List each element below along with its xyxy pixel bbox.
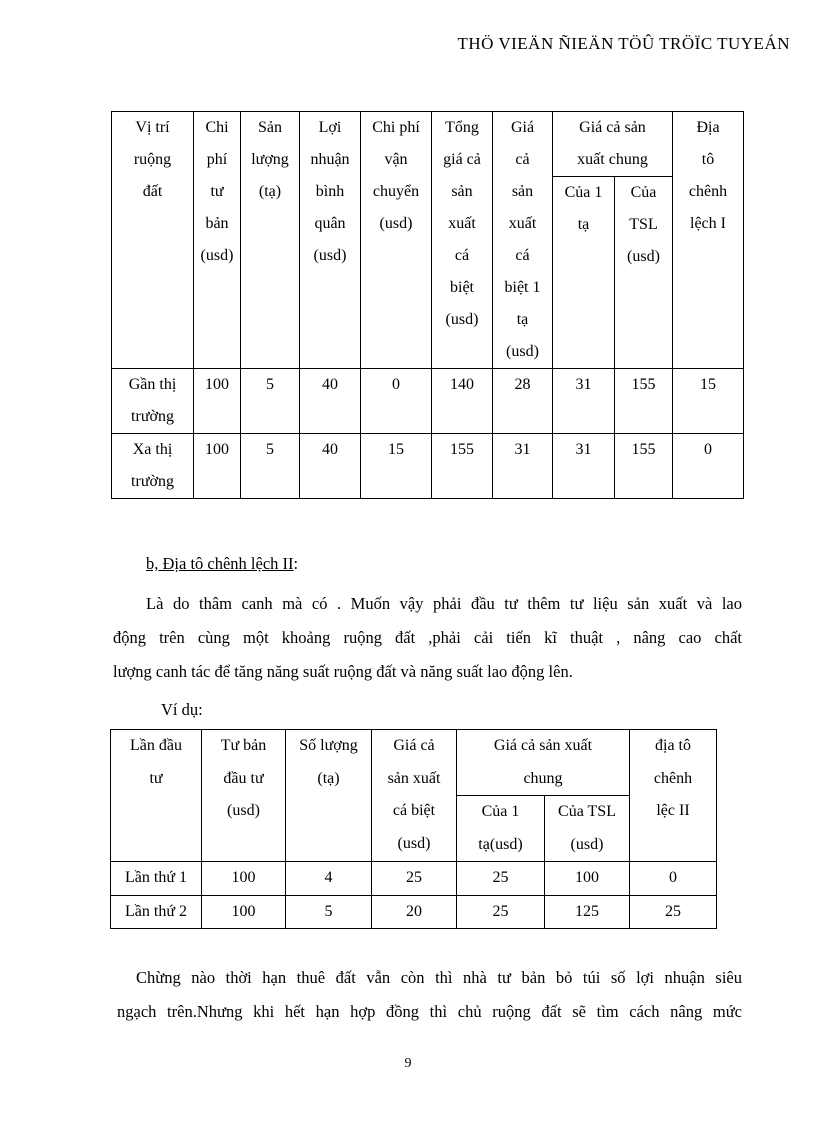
table-row <box>111 895 717 929</box>
table-cell: 5 <box>241 369 300 434</box>
table-cell: 100 <box>202 862 286 896</box>
table-row <box>112 369 744 434</box>
table-cell: 40 <box>300 434 361 499</box>
table-cell: 125 <box>545 895 630 929</box>
table-cell: 5 <box>241 434 300 499</box>
table-cell: 25 <box>372 862 457 896</box>
paragraph-line: ngạch trên.Nhưng khi hết hạn hợp đồng thì chủ ruộng đất sẽ tìm cách nâng mức <box>117 1002 742 1021</box>
table-cell: 155 <box>615 434 673 499</box>
page-number: 9 <box>404 1056 412 1071</box>
header-cell: Giá cả sản xuất cá biệt (usd) <box>372 730 457 862</box>
table-cell: 100 <box>194 434 241 499</box>
header-cell: Chi phí tư bản (usd) <box>194 112 241 369</box>
table-cell: 0 <box>673 434 744 499</box>
table-cell: 25 <box>457 862 545 896</box>
table-cell: 155 <box>432 434 493 499</box>
table-cell: 31 <box>553 369 615 434</box>
header-cell: Giá cả sản xuất cá biệt 1 tạ (usd) <box>493 112 553 369</box>
header-cell: Lợi nhuận bình quân (usd) <box>300 112 361 369</box>
table-cell: 4 <box>286 862 372 896</box>
table-cell: 31 <box>553 434 615 499</box>
table-cell: 15 <box>673 369 744 434</box>
land-position-table <box>111 111 744 499</box>
header-cell: Sản lượng (tạ) <box>241 112 300 369</box>
header-cell: Của TSL (usd) <box>545 796 630 862</box>
table-cell: 0 <box>361 369 432 434</box>
table-row <box>111 862 717 896</box>
table-cell: 100 <box>202 895 286 929</box>
table-cell: Gần thị trường <box>112 369 194 434</box>
investment-table <box>110 729 717 929</box>
header-cell: Tư bản đầu tư (usd) <box>202 730 286 862</box>
paragraph-line: động trên cùng một khoảng ruộng đất ,phải cải tiến kĩ thuật , nâng cao chất <box>113 628 742 647</box>
table-cell: 5 <box>286 895 372 929</box>
table-cell: 28 <box>493 369 553 434</box>
table-cell: Lần thứ 2 <box>111 895 202 929</box>
header-cell: Vị trí ruộng đất <box>112 112 194 369</box>
table-cell: 20 <box>372 895 457 929</box>
table-cell: 40 <box>300 369 361 434</box>
table-cell: 155 <box>615 369 673 434</box>
table-cell: 25 <box>457 895 545 929</box>
table-cell: 100 <box>194 369 241 434</box>
page-header: THÖ VIEÄN ÑIEÄN TÖÛ TRÖÏC TUYEÁN <box>457 34 790 53</box>
section-b-heading <box>146 547 298 581</box>
header-cell: địa tô chênh lệc II <box>630 730 717 862</box>
table-cell: 25 <box>630 895 717 929</box>
header-cell: Chi phí vận chuyển (usd) <box>361 112 432 369</box>
header-cell: Giá cả sản xuất chung <box>553 112 673 177</box>
table-row <box>112 434 744 499</box>
table-cell: 0 <box>630 862 717 896</box>
paragraph-line: Là do thâm canh mà có . Muốn vậy phải đầu tư thêm tư liệu sản xuất và lao <box>146 594 742 613</box>
example-label: Ví dụ: <box>161 700 203 719</box>
header-cell: Tổng giá cả sản xuất cá biệt (usd) <box>432 112 493 369</box>
header-cell: Giá cả sản xuất chung <box>457 730 630 796</box>
table-cell: Xa thị trường <box>112 434 194 499</box>
header-cell: Địa tô chênh lệch I <box>673 112 744 369</box>
section-heading-colon: : <box>293 554 299 573</box>
header-cell: Của 1 tạ <box>553 177 615 369</box>
paragraph-line: Chừng nào thời hạn thuê đất vẫn còn thì nhà tư bản bỏ túi số lợi nhuận siêu <box>136 968 742 987</box>
header-cell: Của TSL (usd) <box>615 177 673 369</box>
table-cell: 100 <box>545 862 630 896</box>
paragraph-line: lượng canh tác để tăng năng suất ruộng đất và năng suất lao động lên. <box>113 662 573 681</box>
header-cell: Lần đầu tư <box>111 730 202 862</box>
header-cell: Số lượng (tạ) <box>286 730 372 862</box>
table-cell: 140 <box>432 369 493 434</box>
header-cell: Của 1 tạ(usd) <box>457 796 545 862</box>
table-cell: Lần thứ 1 <box>111 862 202 896</box>
table-cell: 15 <box>361 434 432 499</box>
section-heading-text: b, Địa tô chênh lệch II <box>146 554 294 573</box>
table-cell: 31 <box>493 434 553 499</box>
